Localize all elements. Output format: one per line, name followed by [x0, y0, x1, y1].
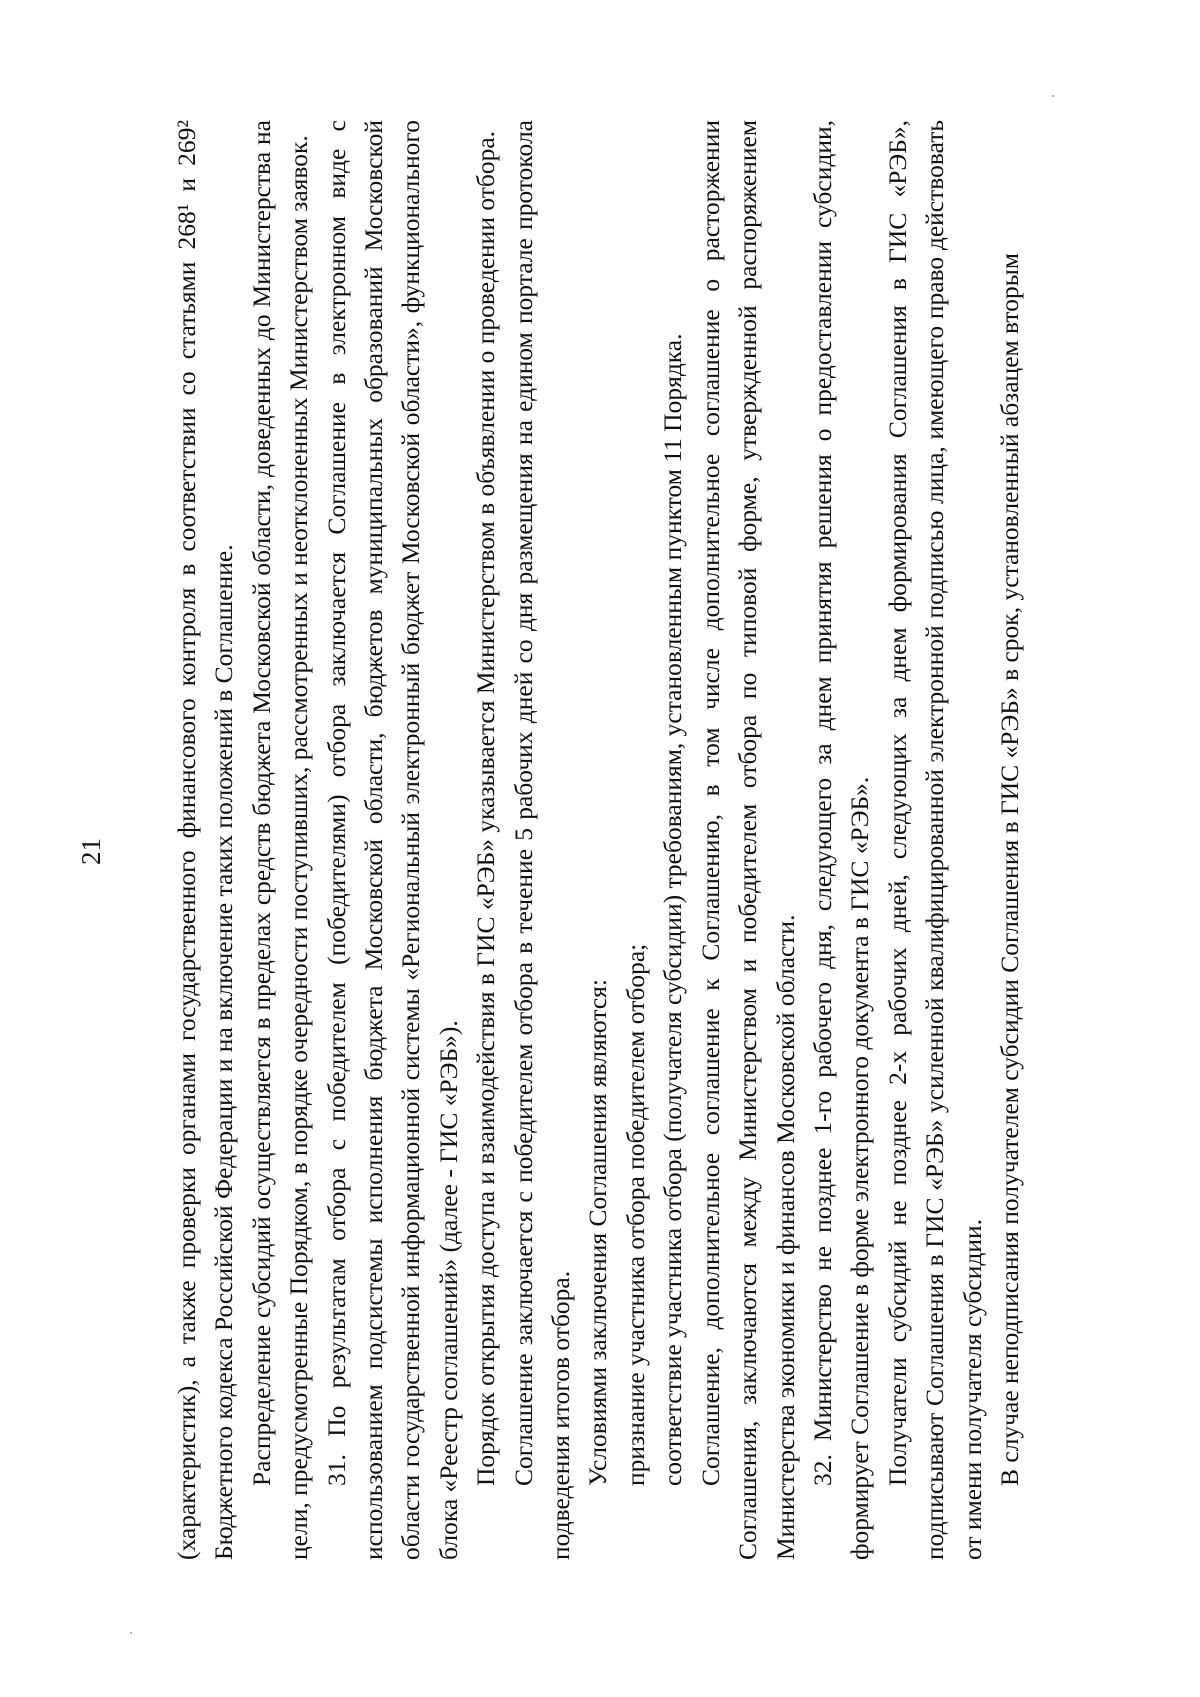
- paragraph-condition-compliance: соответствие участника отбора (получателя субсидии) требованиям, установленным пунктом 11 Порядка.: [658, 333, 688, 1486]
- document-body: [168, 120, 1028, 1560]
- rotated-text-area: [168, 120, 1048, 1560]
- paragraph-agreement-term: Соглашение заключается с победителем отбора в течение 5 рабочих дней со дня размещения на едином портале протокола подведения итогов отбора.: [508, 120, 576, 1560]
- paragraph-signing: Получатели субсидий не позднее 2-х рабочих дней, следующих за днем формирования Соглашения в ГИС «РЭБ», подписывают Соглашения в ГИС «РЭБ» усиленной квалифицированной электронной подписью лица, имеющего право действовать от имени получателя субсидии.: [882, 120, 987, 1560]
- paragraph-typical-form: Соглашение, дополнительное соглашение к Соглашению, в том числе дополнительное соглашение о расторжении Соглашения, заключаются между Министерством и победителем отбора по типовой форме, утвержденной распоряжением Министерства экономики и финансов Московской области.: [695, 120, 800, 1560]
- paragraph-access-procedure: Порядок открытия доступа и взаимодействия в ГИС «РЭБ» указывается Министерством в объявлении о проведении отбора.: [471, 130, 501, 1486]
- paragraph-condition-winner: признание участника отбора победителем отбора;: [620, 943, 650, 1486]
- paragraph-continuation: (характеристик), а также проверки органами государственного финансового контроля в соответствии со статьями 268¹ и 269² Бюджетного кодекса Российской Федерации и на включение таких положений в Соглашение.: [172, 120, 239, 1560]
- scan-speck: [1052, 95, 1054, 97]
- paragraph-clause-32: 32. Министерство не позднее 1-го рабочего дня, следующего за днем принятия решения о предоставлении субсидии, формирует Соглашение в форме электронного документа в ГИС «РЭБ».: [807, 120, 875, 1560]
- scan-speck: [130, 1632, 132, 1634]
- page-number: 21: [76, 838, 106, 865]
- paragraph-non-signing: В случае неподписания получателем субсидии Соглашения в ГИС «РЭБ» в срок, установленный абзацем вторым: [994, 252, 1024, 1486]
- paragraph-conditions-heading: Условиями заключения Соглашения являются:: [583, 979, 613, 1486]
- paragraph-clause-31: 31. По результатам отбора с победителем (победителями) отбора заключается Соглашение в электронном виде с использованием подсистемы исполнения бюджета Московской области, бюджетов муниципальных образований Московской области государственной информационной системы «Региональный электронный бюджет Московской области», функционального блока «Реестр соглашений» (далее - ГИС «РЭБ»).: [321, 120, 463, 1560]
- paragraph-subsidy-distribution: Распределение субсидий осуществляется в пределах средств бюджета Московской области, доведенных до Министерства на цели, предусмотренные Порядком, в порядке очередности поступивших, рассмотренных и неотклоненных Министерством заявок.: [246, 120, 314, 1560]
